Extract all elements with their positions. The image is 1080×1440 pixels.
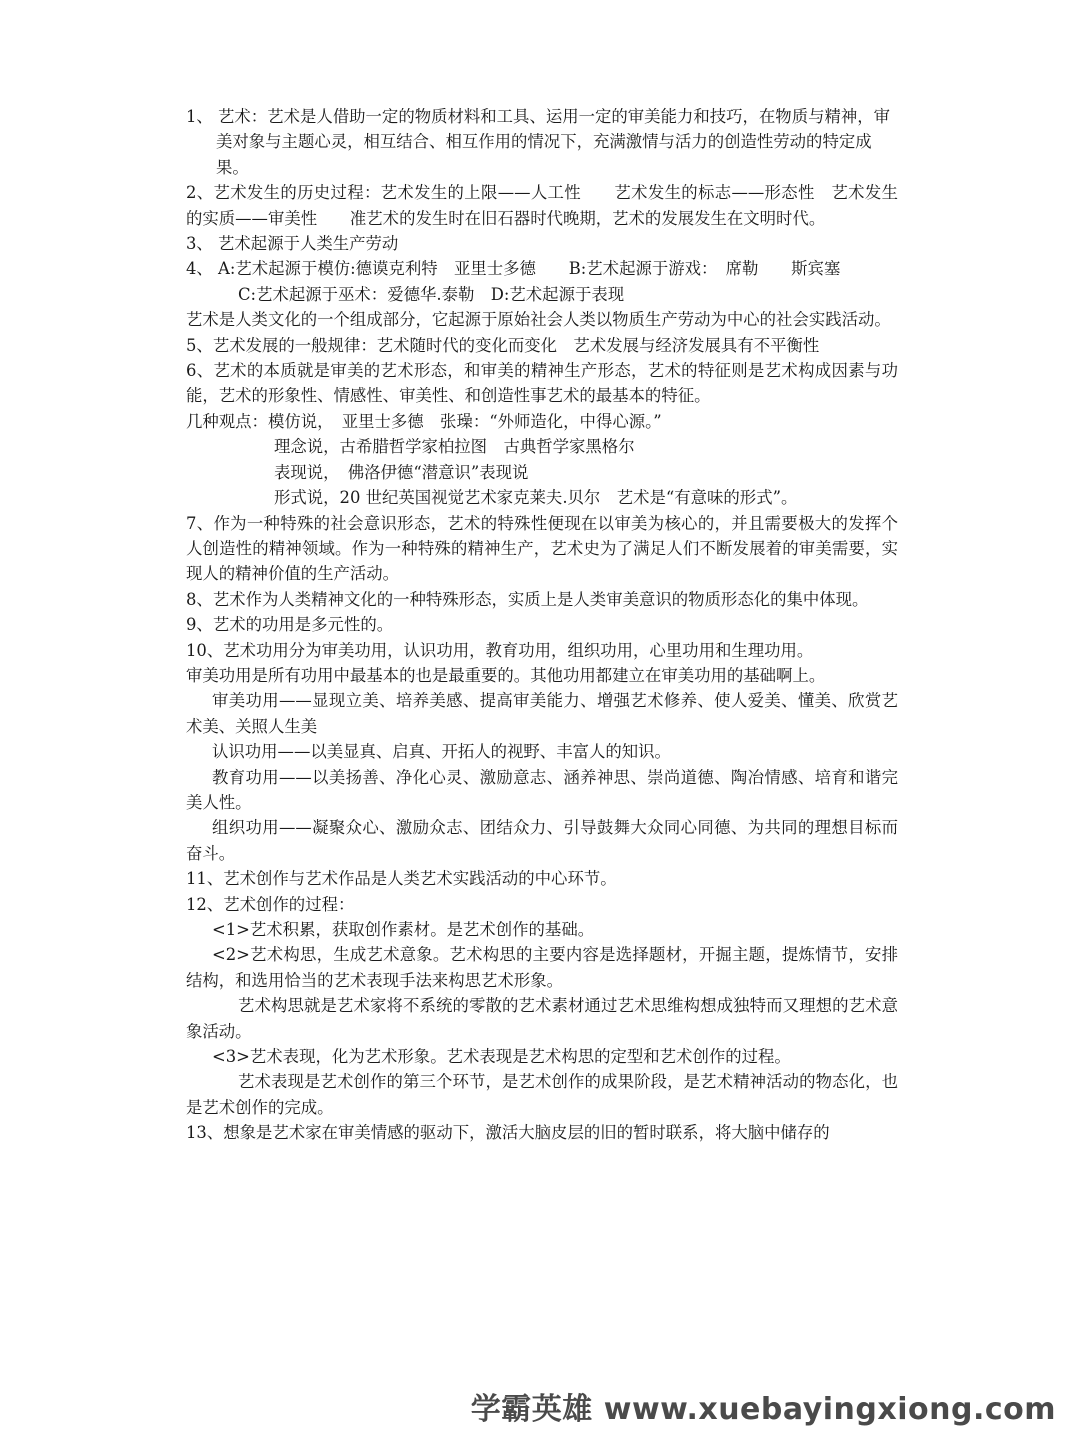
step-1: <1>艺术积累，获取创作素材。是艺术创作的基础。	[212, 920, 595, 939]
viewpoint-mimesis: 几种观点：模仿说， 亚里士多德 张璪：“外师造化，中得心源。”	[186, 411, 662, 431]
document-body	[186, 104, 898, 1146]
item-6: 6、艺术的本质就是审美的艺术形态，和审美的精神生产形态，艺术的特征则是艺术构成因素与功能，艺术的形象性、情感性、审美性、和创造性事艺术的最基本的特征。	[186, 361, 898, 406]
step-2-note: 艺术构思就是艺术家将不系统的零散的艺术素材通过艺术思维构想成独特而又理想的艺术意象活动。	[186, 996, 898, 1041]
item-4-line-b: C:艺术起源于巫术：爱德华.泰勒 D:艺术起源于表现	[238, 284, 625, 304]
step-2: <2>艺术构思，生成艺术意象。艺术构思的主要内容是选择题材，开掘主题，提炼情节，安排结构，和选用恰当的艺术表现手法来构思艺术形象。	[186, 945, 898, 990]
item-11: 11、艺术创作与艺术作品是人类艺术实践活动的中心环节。	[186, 869, 617, 889]
step-3-note: 艺术表现是艺术创作的第三个环节，是艺术创作的成果阶段，是艺术精神活动的物态化，也是艺术创作的完成。	[186, 1072, 898, 1117]
function-cognitive: 认识功用——以美显真、启真、开拓人的视野、丰富人的知识。	[212, 742, 671, 762]
item-9: 9、艺术的功用是多元性的。	[186, 615, 394, 635]
item-10-note: 审美功用是所有功用中最基本的也是最重要的。其他功用都建立在审美功用的基础啊上。	[186, 665, 826, 685]
function-aesthetic: 审美功用——显现立美、培养美感、提高审美能力、增强艺术修养、使人爱美、懂美、欣赏艺术美、关照人生美	[186, 691, 898, 736]
site-watermark: 学霸英雄 www.xuebayingxiong.com	[470, 1392, 1056, 1427]
viewpoint-idea: 理念说，古希腊哲学家柏拉图 古典哲学家黑格尔	[274, 437, 635, 457]
item-3: 3、 艺术起源于人类生产劳动	[186, 234, 399, 254]
step-3: <3>艺术表现，化为艺术形象。艺术表现是艺术构思的定型和艺术创作的过程。	[212, 1047, 791, 1067]
item-12: 12、艺术创作的过程：	[186, 894, 355, 914]
item-4-line-a: 4、 A:艺术起源于模仿:德谟克利特 亚里士多德 B:艺术起源于游戏： 席勒 斯宾塞	[186, 259, 841, 279]
item-7: 7、作为一种特殊的社会意识形态，艺术的特殊性便现在以审美为核心的，并且需要极大的发挥个人创造性的精神领域。作为一种特殊的精神生产，艺术史为了满足人们不断发展着的审美需要，实现人的精神价值的生产活动。	[186, 513, 898, 584]
item-2: 2、艺术发生的历史过程：艺术发生的上限——人工性 艺术发生的标志——形态性 艺术发生的实质——审美性 准艺术的发生时在旧石器时代晚期，艺术的发展发生在文明时代。	[186, 183, 898, 228]
item-8: 8、艺术作为人类精神文化的一种特殊形态，实质上是人类审美意识的物质形态化的集中体现。	[186, 589, 869, 609]
item-5: 5、艺术发展的一般规律：艺术随时代的变化而变化 艺术发展与经济发展具有不平衡性	[186, 335, 820, 355]
item-1: 1、 艺术：艺术是人借助一定的物质材料和工具、运用一定的审美能力和技巧，在物质与精神，审美对象与主题心灵，相互结合、相互作用的情况下，充满激情与活力的创造性劳动的特定成果。	[186, 107, 891, 177]
function-organizational: 组织功用——凝聚众心、激励众志、团结众力、引导鼓舞大众同心同德、为共同的理想目标而奋斗。	[186, 818, 898, 863]
item-13: 13、想象是艺术家在审美情感的驱动下，激活大脑皮层的旧的暂时联系，将大脑中储存的	[186, 1123, 830, 1143]
item-10: 10、艺术功用分为审美功用，认识功用，教育功用，组织功用，心里功用和生理功用。	[186, 640, 814, 660]
item-4-note: 艺术是人类文化的一个组成部分，它起源于原始社会人类以物质生产劳动为中心的社会实践活动。	[186, 310, 891, 330]
viewpoint-expression: 表现说， 佛洛伊德“潜意识”表现说	[274, 462, 529, 482]
viewpoint-form: 形式说，20 世纪英国视觉艺术家克莱夫.贝尔 艺术是“有意味的形式”。	[274, 488, 798, 508]
function-educational: 教育功用——以美扬善、净化心灵、激励意志、涵养神思、崇尚道德、陶冶情感、培育和谐完美人性。	[186, 767, 898, 812]
